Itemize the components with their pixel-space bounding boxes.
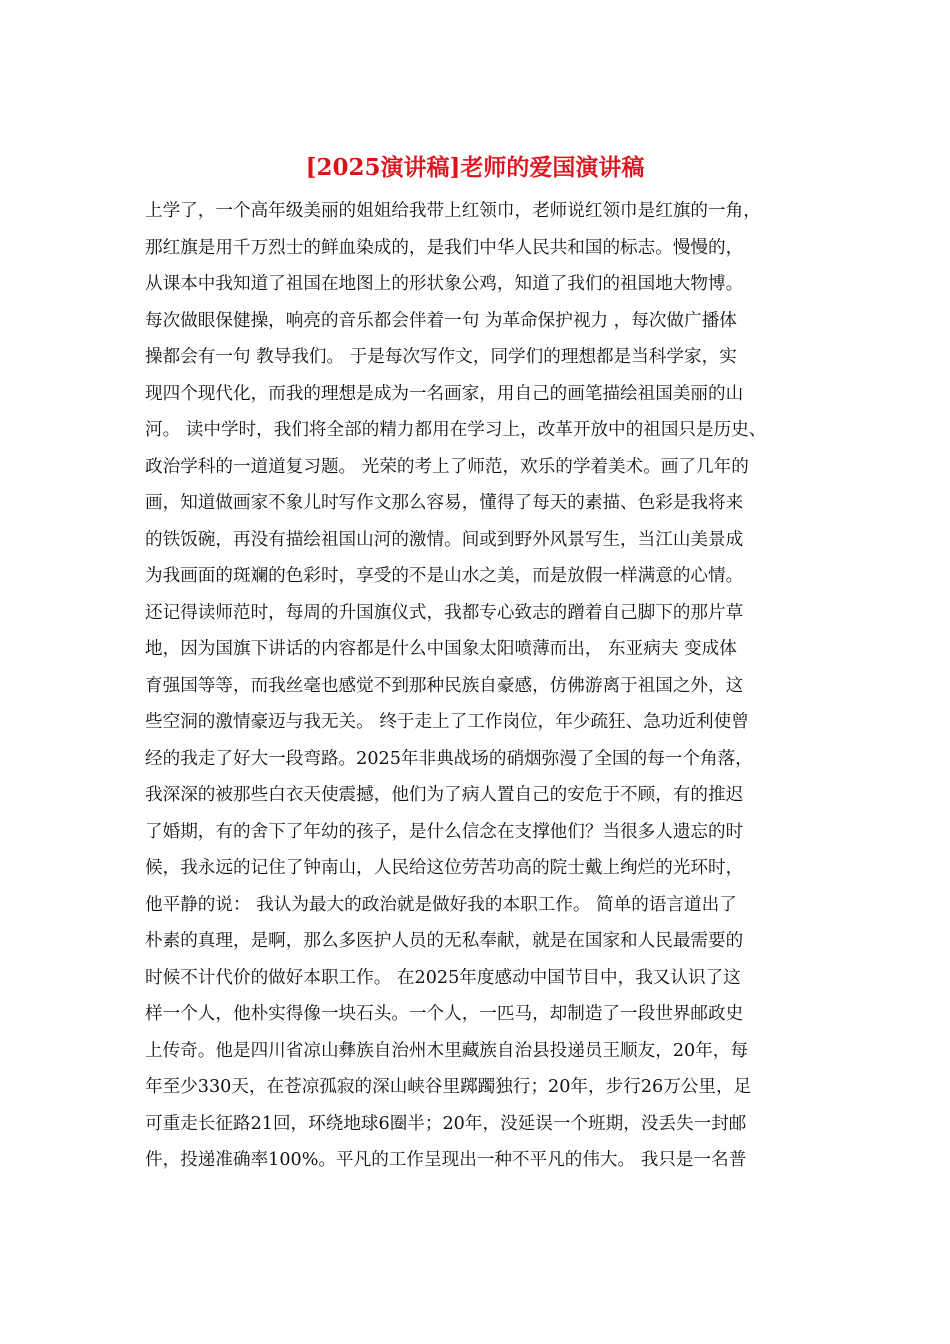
body-line: 每次做眼保健操，响亮的音乐都会伴着一句 为革命保护视力 ，每次做广播体 <box>145 310 737 331</box>
body-line: 从课本中我知道了祖国在地图上的形状象公鸡，知道了我们的祖国地大物博。 <box>145 274 744 294</box>
body-line: 朴素的真理，是啊，那么多医护人员的无私奉献，就是在国家和人民最需要的 <box>145 931 744 951</box>
body-line: 河。 读中学时，我们将全部的精力都用在学习上，改革开放中的祖国只是历史、 <box>145 420 767 440</box>
body-line: 年至少330天，在苍凉孤寂的深山峡谷里踯躅独行；20年，步行26万公里，足 <box>145 1077 752 1097</box>
body-line: 地，因为国旗下讲话的内容都是什么中国象太阳喷薄而出， 东亚病夫 变成体 <box>145 639 737 659</box>
body-line: 可重走长征路21回，环绕地球6圈半；20年，没延误一个班期，没丢失一封邮 <box>145 1113 747 1134</box>
body-line: 为我画面的斑斓的色彩时，享受的不是山水之美，而是放假一样满意的心情。 <box>145 566 744 586</box>
body-line: 还记得读师范时，每周的升国旗仪式，我都专心致志的蹭着自己脚下的那片草 <box>145 602 744 623</box>
body-line: 政治学科的一道道复习题。 光荣的考上了师范，欢乐的学着美术。画了几年的 <box>145 456 749 477</box>
body-line: 候，我永远的记住了钟南山，人民给这位劳苦功高的院士戴上绚烂的光环时， <box>145 858 744 878</box>
body-line: 育强国等等，而我丝毫也感觉不到那种民族自豪感，仿佛游离于祖国之外，这 <box>145 675 744 696</box>
document-title: [2025演讲稿]老师的爱国演讲稿 <box>305 154 645 181</box>
body-line: 现四个现代化，而我的理想是成为一名画家，用自己的画笔描绘祖国美丽的山 <box>145 383 744 404</box>
body-line: 件，投递准确率100%。平凡的工作呈现出一种不平凡的伟大。 我只是一名普 <box>145 1150 747 1170</box>
body-line: 上学了，一个高年级美丽的姐姐给我带上红领巾，老师说红领巾是红旗的一角， <box>145 201 761 221</box>
body-line: 他平静的说： 我认为最大的政治就是做好我的本职工作。 简单的语言道出了 <box>145 894 737 915</box>
body-line: 操都会有一句 教导我们。 于是每次写作文，同学们的理想都是当科学家，实 <box>145 347 737 367</box>
body-line: 那红旗是用千万烈士的鲜血染成的，是我们中华人民共和国的标志。慢慢的， <box>145 237 744 258</box>
document-body <box>145 193 807 1179</box>
body-line: 我深深的被那些白衣天使震撼，他们为了病人置自己的安危于不顾，有的推迟 <box>145 785 744 805</box>
body-line: 样一个人，他朴实得像一块石头。一个人，一匹马，却制造了一段世界邮政史 <box>145 1004 744 1024</box>
body-line: 经的我走了好大一段弯路。2025年非典战场的硝烟弥漫了全国的每一个角落， <box>145 748 753 769</box>
body-line: 时候不计代价的做好本职工作。 在2025年度感动中国节目中，我又认识了这 <box>145 967 741 988</box>
body-line: 些空洞的激情豪迈与我无关。 终于走上了工作岗位，年少疏狂、急功近利使曾 <box>145 712 749 732</box>
body-line: 的铁饭碗，再没有描绘祖国山河的激情。间或到野外风景写生，当江山美景成 <box>145 529 744 550</box>
body-line: 画，知道做画家不象儿时写作文那么容易，懂得了每天的素描、色彩是我将来 <box>145 493 744 513</box>
body-line: 上传奇。他是四川省凉山彝族自治州木里藏族自治县投递员王顺友，20年，每 <box>145 1040 748 1061</box>
body-line: 了婚期，有的舍下了年幼的孩子，是什么信念在支撑他们？当很多人遗忘的时 <box>145 821 744 842</box>
